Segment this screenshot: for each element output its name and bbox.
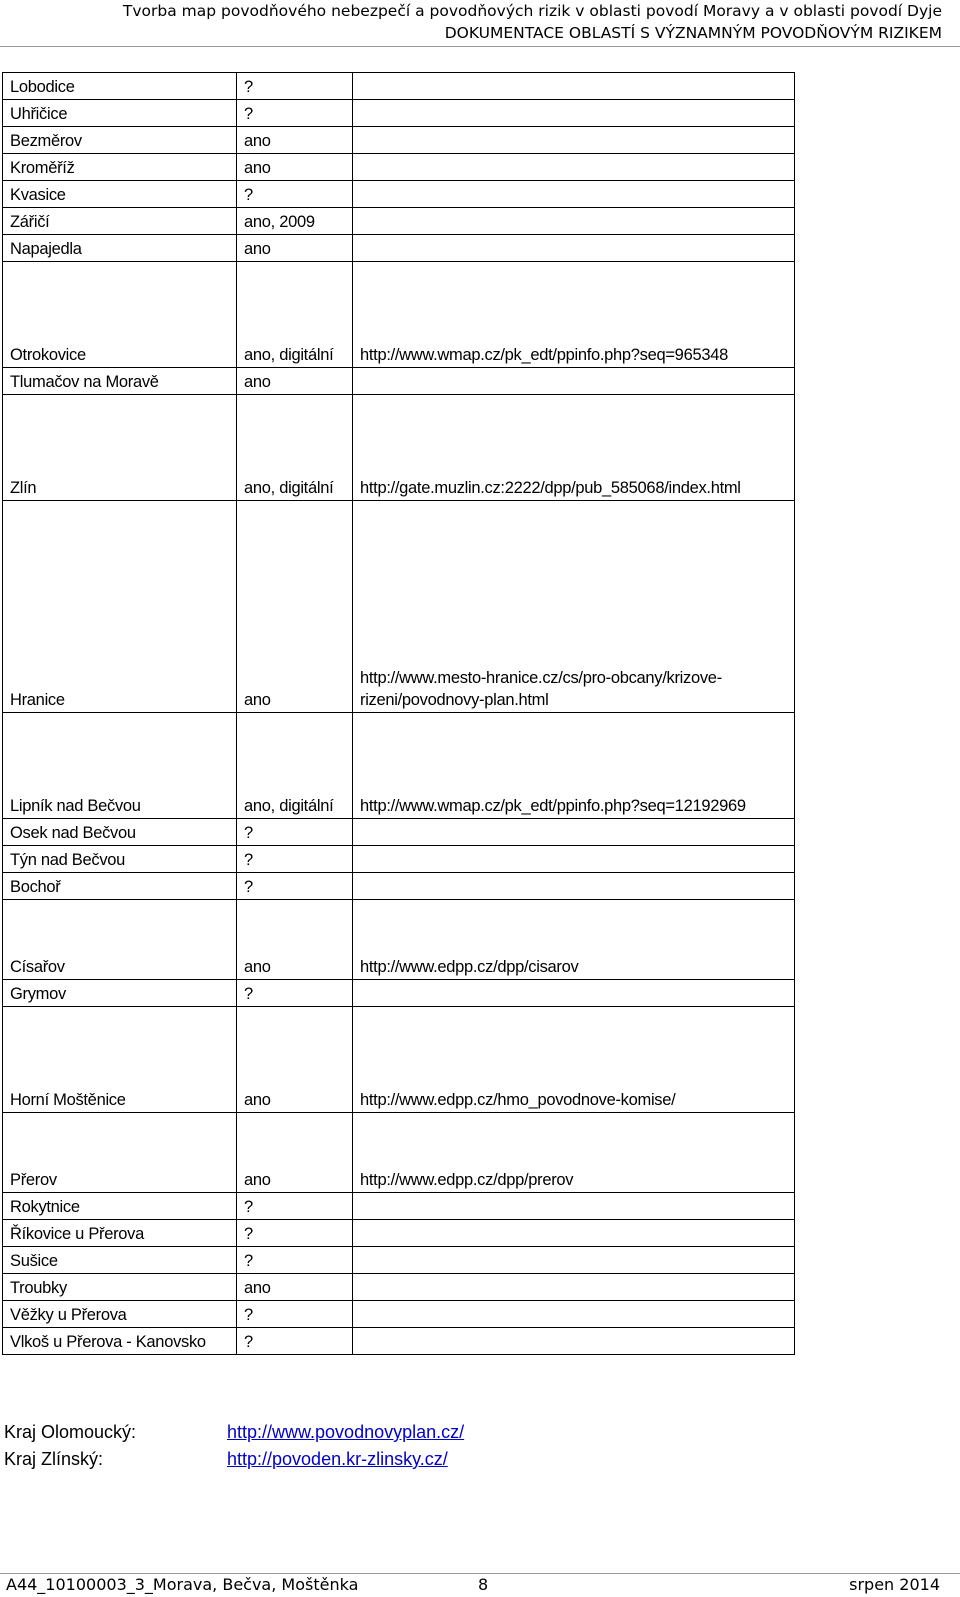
municipality-cell: Napajedla: [3, 235, 237, 262]
table-row: [3, 1007, 795, 1113]
table-row: [3, 1301, 795, 1328]
flood-plan-table: [2, 72, 795, 1355]
footer-divider: [0, 1573, 960, 1574]
table-row: [3, 1247, 795, 1274]
municipality-cell: Zlín: [3, 395, 237, 501]
municipality-cell: Grymov: [3, 980, 237, 1007]
plan-status-cell: ?: [237, 73, 353, 100]
plan-status-cell: ano, digitální: [237, 395, 353, 501]
municipality-cell: Rokytnice: [3, 1193, 237, 1220]
municipality-cell: Sušice: [3, 1247, 237, 1274]
table-row: [3, 154, 795, 181]
municipality-cell: Zářičí: [3, 208, 237, 235]
municipality-cell: Věžky u Přerova: [3, 1301, 237, 1328]
municipality-cell: Troubky: [3, 1274, 237, 1301]
plan-url-cell: [353, 154, 795, 181]
plan-status-cell: ?: [237, 980, 353, 1007]
table-row: [3, 181, 795, 208]
plan-url-cell: [353, 73, 795, 100]
plan-status-cell: ano: [237, 1007, 353, 1113]
plan-url-cell: [353, 127, 795, 154]
plan-url-cell: http://www.wmap.cz/pk_edt/ppinfo.php?seq=965348: [353, 262, 795, 368]
plan-url-cell: [353, 873, 795, 900]
table-row: [3, 1328, 795, 1355]
plan-url-cell: http://www.wmap.cz/pk_edt/ppinfo.php?seq=12192969: [353, 713, 795, 819]
plan-url-cell: [353, 1274, 795, 1301]
regional-links: [4, 1419, 464, 1473]
municipality-cell: Hranice: [3, 501, 237, 713]
table-row: [3, 1274, 795, 1301]
header-title: Tvorba map povodňového nebezpečí a povodňových rizik v oblasti povodí Moravy a v oblasti povodí Dyje: [122, 2, 942, 20]
plan-url-cell: http://www.edpp.cz/dpp/cisarov: [353, 900, 795, 980]
municipality-cell: Uhřičice: [3, 100, 237, 127]
plan-status-cell: ?: [237, 1247, 353, 1274]
municipality-cell: Horní Moštěnice: [3, 1007, 237, 1113]
plan-status-cell: ?: [237, 819, 353, 846]
plan-status-cell: ?: [237, 846, 353, 873]
table-row: [3, 100, 795, 127]
footer-date: srpen 2014: [849, 1575, 940, 1594]
footer-page-number: 8: [478, 1575, 489, 1594]
plan-status-cell: ?: [237, 1220, 353, 1247]
municipality-cell: Císařov: [3, 900, 237, 980]
page-footer: [6, 1575, 940, 1597]
plan-url-cell: [353, 1193, 795, 1220]
header-divider: [0, 46, 960, 47]
table-row: [3, 73, 795, 100]
kraj-row: [4, 1419, 464, 1446]
municipality-cell: Otrokovice: [3, 262, 237, 368]
municipality-cell: Přerov: [3, 1113, 237, 1193]
plan-status-cell: ?: [237, 181, 353, 208]
municipality-cell: Týn nad Bečvou: [3, 846, 237, 873]
table-row: [3, 1220, 795, 1247]
table-row: [3, 235, 795, 262]
municipality-cell: Lipník nad Bečvou: [3, 713, 237, 819]
plan-status-cell: ano: [237, 368, 353, 395]
municipality-cell: Vlkoš u Přerova - Kanovsko: [3, 1328, 237, 1355]
plan-status-cell: ano: [237, 900, 353, 980]
footer-doc-id: A44_10100003_3_Morava, Bečva, Moštěnka: [6, 1575, 359, 1594]
page-header: [123, 0, 942, 44]
plan-url-cell: [353, 181, 795, 208]
plan-status-cell: ?: [237, 1193, 353, 1220]
kraj-label: Kraj Zlínský:: [4, 1449, 104, 1469]
municipality-cell: Říkovice u Přerova: [3, 1220, 237, 1247]
plan-url-cell: http://www.edpp.cz/dpp/prerov: [353, 1113, 795, 1193]
plan-status-cell: ?: [237, 100, 353, 127]
plan-url-cell: [353, 1301, 795, 1328]
kraj-link[interactable]: http://www.povodnovyplan.cz/: [227, 1422, 465, 1442]
municipality-cell: Lobodice: [3, 73, 237, 100]
plan-url-cell: [353, 1247, 795, 1274]
header-subtitle: DOKUMENTACE OBLASTÍ S VÝZNAMNÝM POVODŇOVÝM RIZIKEM: [444, 24, 942, 42]
plan-status-cell: ano: [237, 127, 353, 154]
table-row: [3, 819, 795, 846]
plan-url-cell: [353, 235, 795, 262]
plan-url-cell: [353, 846, 795, 873]
plan-status-cell: ano, digitální: [237, 262, 353, 368]
plan-status-cell: ano: [237, 154, 353, 181]
table-row: [3, 368, 795, 395]
municipality-cell: Tlumačov na Moravě: [3, 368, 237, 395]
municipality-cell: Kroměříž: [3, 154, 237, 181]
plan-url-cell: [353, 819, 795, 846]
plan-status-cell: ano: [237, 235, 353, 262]
plan-status-cell: ano: [237, 1113, 353, 1193]
plan-status-cell: ?: [237, 1301, 353, 1328]
table-row: [3, 395, 795, 501]
plan-url-cell: [353, 208, 795, 235]
table-row: [3, 1193, 795, 1220]
municipality-cell: Bochoř: [3, 873, 237, 900]
plan-url-cell: http://www.edpp.cz/hmo_povodnove-komise/: [353, 1007, 795, 1113]
plan-url-cell: http://gate.muzlin.cz:2222/dpp/pub_585068/index.html: [353, 395, 795, 501]
plan-url-cell: [353, 100, 795, 127]
plan-status-cell: ano, 2009: [237, 208, 353, 235]
table-row: [3, 208, 795, 235]
plan-status-cell: ?: [237, 1328, 353, 1355]
plan-status-cell: ?: [237, 873, 353, 900]
table-row: [3, 900, 795, 980]
plan-status-cell: ano, digitální: [237, 713, 353, 819]
table-row: [3, 1113, 795, 1193]
plan-url-cell: [353, 1328, 795, 1355]
plan-url-cell: [353, 980, 795, 1007]
table-row: [3, 501, 795, 713]
table-row: [3, 873, 795, 900]
municipality-cell: Kvasice: [3, 181, 237, 208]
table-row: [3, 713, 795, 819]
kraj-row: [4, 1446, 464, 1473]
table-row: [3, 262, 795, 368]
municipality-cell: Bezměrov: [3, 127, 237, 154]
plan-url-cell: http://www.mesto-hranice.cz/cs/pro-obcany/krizove-rizeni/povodnovy-plan.html: [353, 501, 795, 713]
kraj-label: Kraj Olomoucký:: [4, 1422, 137, 1442]
table-row: [3, 127, 795, 154]
plan-url-cell: [353, 1220, 795, 1247]
kraj-link[interactable]: http://povoden.kr-zlinsky.cz/: [227, 1449, 448, 1469]
table-row: [3, 980, 795, 1007]
municipality-cell: Osek nad Bečvou: [3, 819, 237, 846]
plan-status-cell: ano: [237, 501, 353, 713]
plan-url-cell: [353, 368, 795, 395]
table-row: [3, 846, 795, 873]
plan-status-cell: ano: [237, 1274, 353, 1301]
